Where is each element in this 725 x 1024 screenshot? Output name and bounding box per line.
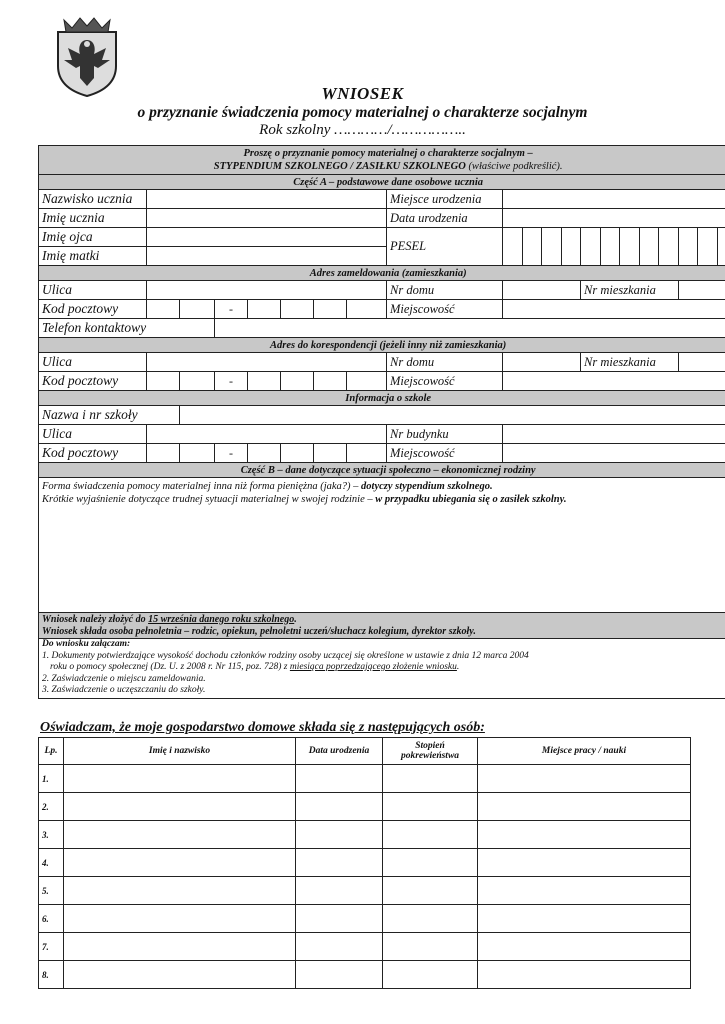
postcode-digit[interactable] <box>180 300 215 319</box>
city-label: Miejscowość <box>387 300 503 319</box>
surname-field[interactable] <box>147 190 387 209</box>
name-cell[interactable] <box>64 961 296 989</box>
name-cell[interactable] <box>64 905 296 933</box>
corr-postcode-spacer <box>347 372 387 391</box>
corr-street-field[interactable] <box>147 353 387 372</box>
birth-date-label: Data urodzenia <box>387 209 503 228</box>
corr-flat-no-field[interactable] <box>679 353 725 372</box>
pesel-label: PESEL <box>387 228 503 266</box>
pesel-digit[interactable] <box>503 228 523 266</box>
school-info-header: Informacja o szkole <box>39 391 725 406</box>
city-field[interactable] <box>503 300 725 319</box>
birth-date-cell[interactable] <box>296 961 383 989</box>
school-city-label: Miejscowość <box>387 444 503 463</box>
school-name-label: Nazwa i nr szkoły <box>39 406 180 425</box>
phone-field[interactable] <box>215 319 725 338</box>
name-cell[interactable] <box>64 849 296 877</box>
school-year-line: Rok szkolny …………/…………….. <box>259 122 466 138</box>
flat-no-field[interactable] <box>679 281 725 300</box>
corr-house-no-field[interactable] <box>503 353 581 372</box>
house-no-field[interactable] <box>503 281 581 300</box>
street-label: Ulica <box>39 281 147 300</box>
pesel-digit[interactable] <box>620 228 640 266</box>
row-number: 6. <box>39 905 64 933</box>
registered-address-header: Adres zameldowania (zamieszkania) <box>39 266 725 281</box>
pesel-digit[interactable] <box>718 228 725 266</box>
name-cell[interactable] <box>64 821 296 849</box>
household-declaration: Oświadczam, że moje gospodarstwo domowe składa się z następujących osób: <box>40 720 485 735</box>
school-name-field[interactable] <box>180 406 725 425</box>
part-b-header: Część B – dane dotyczące sytuacji społeczno – ekonomicznej rodziny <box>39 463 725 478</box>
pesel-digit[interactable] <box>562 228 581 266</box>
relationship-cell[interactable] <box>383 877 478 905</box>
corr-flat-no-label: Nr mieszkania <box>581 353 679 372</box>
corr-city-label: Miejscowość <box>387 372 503 391</box>
birth-date-cell[interactable] <box>296 905 383 933</box>
relationship-cell[interactable] <box>383 821 478 849</box>
house-no-label: Nr domu <box>387 281 503 300</box>
row-number: 7. <box>39 933 64 961</box>
relationship-cell[interactable] <box>383 905 478 933</box>
relationship-cell[interactable] <box>383 961 478 989</box>
postcode-spacer <box>347 300 387 319</box>
birth-date-cell[interactable] <box>296 821 383 849</box>
postcode-dash: - <box>215 300 248 319</box>
postcode-label: Kod pocztowy <box>39 300 147 319</box>
name-cell[interactable] <box>64 793 296 821</box>
row-number: 3. <box>39 821 64 849</box>
flat-no-label: Nr mieszkania <box>581 281 679 300</box>
school-city-field[interactable] <box>503 444 725 463</box>
postcode-digit[interactable] <box>281 300 314 319</box>
pesel-digit[interactable] <box>581 228 601 266</box>
school-postcode-digit[interactable] <box>147 444 180 463</box>
corr-postcode-label: Kod pocztowy <box>39 372 147 391</box>
corr-postcode-digit[interactable] <box>314 372 347 391</box>
birth-date-cell[interactable] <box>296 849 383 877</box>
first-name-label: Imię ucznia <box>39 209 147 228</box>
postcode-digit[interactable] <box>147 300 180 319</box>
relationship-cell[interactable] <box>383 793 478 821</box>
corr-city-field[interactable] <box>503 372 725 391</box>
pesel-digit[interactable] <box>523 228 542 266</box>
mother-label: Imię matki <box>39 247 147 266</box>
corr-street-label: Ulica <box>39 353 147 372</box>
workplace-cell[interactable] <box>478 793 691 821</box>
corr-postcode-digit[interactable] <box>248 372 281 391</box>
application-form <box>38 145 725 699</box>
situation-description-area[interactable]: Forma świadczenia pomocy materialnej inna niż forma pieniężna (jaka?) – dotyczy stypendium szkolnego. Krótkie wyjaśnienie dotyczące trudnej sytuacji materialnej w swojej rodzinie – w przypadku ubiegania się o zasiłek szkolny. <box>39 478 725 613</box>
pesel-digit[interactable] <box>679 228 698 266</box>
birth-date-cell[interactable] <box>296 765 383 793</box>
school-postcode-dash: - <box>215 444 248 463</box>
pesel-digit[interactable] <box>542 228 562 266</box>
form-subtitle: o przyznanie świadczenia pomocy materialnej o charakterze socjalnym <box>137 104 588 121</box>
school-postcode-spacer <box>347 444 387 463</box>
pesel-digit[interactable] <box>601 228 620 266</box>
row-number: 5. <box>39 877 64 905</box>
postcode-digit[interactable] <box>314 300 347 319</box>
workplace-cell[interactable] <box>478 877 691 905</box>
pesel-digit[interactable] <box>659 228 679 266</box>
birth-place-label: Miejsce urodzenia <box>387 190 503 209</box>
row-number: 2. <box>39 793 64 821</box>
row-number: 8. <box>39 961 64 989</box>
school-postcode-digit[interactable] <box>314 444 347 463</box>
part-a-header: Część A – podstawowe dane osobowe ucznia <box>39 175 725 190</box>
col-header-workplace: Miejsce pracy / nauki <box>478 738 691 765</box>
school-postcode-digit[interactable] <box>248 444 281 463</box>
corr-postcode-digit[interactable] <box>180 372 215 391</box>
name-cell[interactable] <box>64 765 296 793</box>
birth-date-cell[interactable] <box>296 877 383 905</box>
surname-label: Nazwisko ucznia <box>39 190 147 209</box>
first-name-field[interactable] <box>147 209 387 228</box>
workplace-cell[interactable] <box>478 905 691 933</box>
pesel-digit[interactable] <box>640 228 659 266</box>
relationship-cell[interactable] <box>383 765 478 793</box>
workplace-cell[interactable] <box>478 765 691 793</box>
workplace-cell[interactable] <box>478 933 691 961</box>
workplace-cell[interactable] <box>478 821 691 849</box>
school-postcode-label: Kod pocztowy <box>39 444 147 463</box>
phone-label: Telefon kontaktowy <box>39 319 215 338</box>
school-postcode-digit[interactable] <box>180 444 215 463</box>
corr-postcode-digit[interactable] <box>147 372 180 391</box>
name-cell[interactable] <box>64 877 296 905</box>
form-title: WNIOSEK <box>321 84 404 103</box>
request-header: Proszę o przyznanie pomocy materialnej o charakterze socjalnym – STYPENDIUM SZKOLNEGO / ZASIŁKU SZKOLNEGO (właściwe podkreślić). <box>39 146 725 175</box>
col-header-name: Imię i nazwisko <box>64 738 296 765</box>
relationship-cell[interactable] <box>383 933 478 961</box>
school-street-field[interactable] <box>147 425 387 444</box>
school-postcode-digit[interactable] <box>281 444 314 463</box>
father-field[interactable] <box>147 228 387 247</box>
corr-postcode-digit[interactable] <box>281 372 314 391</box>
row-number: 4. <box>39 849 64 877</box>
workplace-cell[interactable] <box>478 961 691 989</box>
workplace-cell[interactable] <box>478 849 691 877</box>
submission-notes: Wniosek należy złożyć do 15 września danego roku szkolnego. Wniosek składa osoba pełnoletnia – rodzic, opiekun, pełnoletni uczeń/słuchacz kolegium, dyrektor szkoły. <box>39 613 725 639</box>
pesel-digit[interactable] <box>698 228 718 266</box>
father-label: Imię ojca <box>39 228 147 247</box>
col-header-birth-date: Data urodzenia <box>296 738 383 765</box>
building-no-field[interactable] <box>503 425 725 444</box>
corr-postcode-dash: - <box>215 372 248 391</box>
row-number: 1. <box>39 765 64 793</box>
correspondence-address-header: Adres do korespondencji (jeżeli inny niż zamieszkania) <box>39 338 725 353</box>
household-table <box>38 737 691 989</box>
relationship-cell[interactable] <box>383 849 478 877</box>
corr-house-no-label: Nr domu <box>387 353 503 372</box>
col-header-lp: Lp. <box>39 738 64 765</box>
attachments-list: Do wniosku załączam: 1. Dokumenty potwierdzające wysokość dochodu członków rodziny osoby uczącej się określone w ustawie z dnia 12 marca 2004 roku o pomocy społecznej (Dz. U. z 2008 r. Nr 115, poz. 728) z miesiąca poprzedzającego złożenie wniosku. 2. Zaświadczenie o miejscu zameldowania. 3. Zaświadczenie o uczęszczaniu do szkoły. <box>39 639 725 699</box>
name-cell[interactable] <box>64 933 296 961</box>
birth-place-field[interactable] <box>503 190 725 209</box>
school-street-label: Ulica <box>39 425 147 444</box>
street-field[interactable] <box>147 281 387 300</box>
building-no-label: Nr budynku <box>387 425 503 444</box>
postcode-digit[interactable] <box>248 300 281 319</box>
birth-date-cell[interactable] <box>296 933 383 961</box>
mother-field[interactable] <box>147 247 387 266</box>
col-header-relationship: Stopień pokrewieństwa <box>383 738 478 765</box>
birth-date-cell[interactable] <box>296 793 383 821</box>
birth-date-field[interactable] <box>503 209 725 228</box>
